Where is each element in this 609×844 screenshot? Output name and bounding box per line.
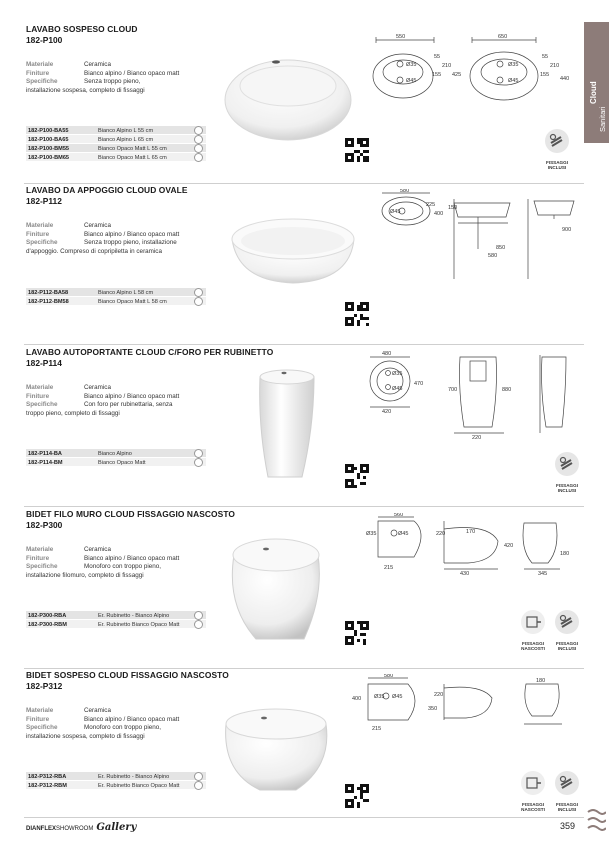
svg-text:150: 150 — [448, 205, 458, 211]
section-title: LAVABO DA APPOGGIO CLOUD OVALE — [26, 185, 188, 195]
qr-code-icon[interactable] — [345, 784, 369, 808]
fixings-included-icon — [554, 451, 580, 477]
table-row: 182-P112-BA58 Bianco Alpino L 58 cm — [26, 288, 206, 297]
side-tab-brand: Cloud — [589, 81, 598, 104]
svg-text:Ø45: Ø45 — [392, 386, 403, 392]
select-radio[interactable] — [194, 288, 203, 297]
code-table — [26, 288, 206, 306]
svg-text:580: 580 — [400, 189, 410, 194]
footer-brand-name: DIANFLEX — [26, 826, 56, 832]
table-row: 182-P100-BM55 Bianco Opaco Matt L 55 cm — [26, 144, 206, 153]
select-radio[interactable] — [194, 772, 203, 781]
technical-drawing — [378, 189, 584, 285]
select-radio[interactable] — [194, 135, 203, 144]
svg-text:215: 215 — [384, 565, 394, 571]
svg-text:220: 220 — [436, 531, 446, 537]
select-radio[interactable] — [194, 449, 203, 458]
table-row: 182-P100-BM65 Bianco Opaco Matt L 65 cm — [26, 153, 206, 162]
spec-block — [26, 61, 216, 95]
dim-label: 210 — [442, 63, 452, 69]
svg-text:480: 480 — [382, 351, 392, 357]
dim-label: Ø35 — [406, 62, 417, 68]
svg-text:Ø35: Ø35 — [392, 371, 403, 377]
section-title: BIDET SOSPESO CLOUD FISSAGGIO NASCOSTO — [26, 670, 229, 680]
table-row: 182-P312-RBA Er. Rubinetto - Bianco Alpino — [26, 772, 206, 781]
qr-code-icon[interactable] — [345, 621, 369, 645]
product-section-p114 — [0, 347, 584, 507]
technical-drawing — [368, 34, 580, 114]
product-section-p100 — [0, 24, 584, 184]
svg-text:170: 170 — [466, 529, 476, 535]
dim-label: Ø45 — [508, 78, 519, 84]
svg-text:Ø35: Ø35 — [366, 531, 377, 537]
badge-fixings: FISSAGGI INCLUSI — [552, 451, 582, 493]
footer-gallery-logo: Gallery — [96, 822, 137, 833]
select-radio[interactable] — [194, 458, 203, 467]
label-specs: Specifiche — [26, 78, 58, 86]
code-table — [26, 449, 206, 467]
dim-label: 425 — [452, 72, 462, 78]
svg-text:420: 420 — [504, 543, 514, 549]
table-row: 182-P112-BM58 Bianco Opaco Matt L 58 cm — [26, 297, 206, 306]
badge-fixings: FISSAGGI INCLUSI — [552, 609, 582, 651]
svg-text:430: 430 — [460, 571, 470, 577]
dim-label: 55 — [542, 54, 549, 60]
product-image-wall-basin — [222, 56, 354, 146]
dim-label: 210 — [550, 63, 560, 69]
svg-text:400: 400 — [352, 696, 362, 702]
page-number: 359 — [560, 821, 576, 831]
table-row: 182-P300-RBA Er. Rubinetto - Bianco Alpino — [26, 611, 206, 620]
waves-decoration-icon — [586, 806, 606, 840]
svg-text:850: 850 — [496, 245, 506, 251]
table-row: 182-P300-RBM Er. Rubinetto Bianco Opaco Matt — [26, 620, 206, 629]
spec-block: Materiale Ceramica Finiture Bianco alpino / Bianco opaco matt Specifiche Monoforo con troppo pieno, installazione sospesa, completo di fissaggi — [26, 707, 180, 740]
svg-text:220: 220 — [434, 692, 444, 698]
svg-text:900: 900 — [562, 227, 572, 233]
fixings-included-icon — [544, 128, 570, 154]
section-code: 182-P112 — [26, 196, 62, 206]
product-image-floor-bidet — [226, 535, 326, 643]
section-code: 182-P312 — [26, 681, 63, 691]
product-image-freestanding-basin — [256, 367, 318, 481]
select-radio[interactable] — [194, 126, 203, 135]
dim-label: Ø45 — [406, 78, 417, 84]
dim-label: Ø35 — [508, 62, 519, 68]
section-code: 182-P300 — [26, 520, 63, 530]
qr-code-icon[interactable] — [345, 138, 369, 162]
dim-label: 650 — [498, 34, 508, 40]
svg-text:215: 215 — [372, 726, 382, 732]
code-table — [26, 126, 206, 162]
svg-text:180: 180 — [536, 678, 546, 684]
table-row: 182-P114-BA Bianco Alpino — [26, 449, 206, 458]
svg-text:350: 350 — [428, 706, 438, 712]
product-section-p112 — [0, 185, 584, 345]
svg-text:560: 560 — [394, 513, 404, 518]
svg-text:470: 470 — [414, 381, 424, 387]
side-tab-category: Sanitari — [598, 106, 607, 132]
code-table — [26, 772, 206, 790]
svg-text:Ø45: Ø45 — [392, 694, 403, 700]
product-section-p312 — [0, 670, 584, 818]
fixings-included-icon — [554, 609, 580, 635]
code-table — [26, 611, 206, 629]
qr-code-icon[interactable] — [345, 302, 369, 326]
value-specs-cont: installazione sospesa, completo di fissaggi — [26, 86, 145, 94]
footer-showroom: SHOWROOM — [56, 826, 94, 832]
section-code: 182-P114 — [26, 358, 62, 368]
table-row: 182-P114-BM Bianco Opaco Matt — [26, 458, 206, 467]
select-radio[interactable] — [194, 297, 203, 306]
value-specs: Senza troppo pieno, — [84, 78, 141, 86]
spec-block: Materiale Ceramica Finiture Bianco alpino / Bianco opaco matt Specifiche Con foro per rubinettaria, senza troppo pieno, completo di fissaggi — [26, 384, 180, 417]
select-radio[interactable] — [194, 611, 203, 620]
label-material: Materiale — [26, 61, 54, 68]
section-code: 182-P100 — [26, 35, 63, 45]
section-title: LAVABO AUTOPORTANTE CLOUD C/FORO PER RUBINETTO — [26, 347, 274, 357]
svg-text:Ø45: Ø45 — [390, 209, 401, 215]
value-material: Ceramica — [84, 61, 111, 68]
svg-text:400: 400 — [434, 211, 444, 217]
badge-fixings: FISSAGGI INCLUSI — [542, 128, 572, 170]
category-side-tab — [584, 22, 609, 143]
badge-fixings: FISSAGGI INCLUSI — [552, 770, 582, 812]
svg-text:225: 225 — [426, 202, 436, 208]
svg-text:345: 345 — [538, 571, 548, 577]
select-radio[interactable] — [194, 620, 203, 629]
dim-label: 440 — [560, 76, 570, 82]
table-row: 182-P312-RBM Er. Rubinetto Bianco Opaco Matt — [26, 781, 206, 790]
hidden-fixings-icon — [520, 770, 546, 796]
svg-text:580: 580 — [384, 674, 394, 679]
select-radio[interactable] — [194, 781, 203, 790]
product-image-countertop-basin — [228, 211, 358, 285]
label-finish: Finiture — [26, 69, 50, 77]
dim-label: 550 — [396, 34, 406, 40]
technical-drawing — [348, 513, 584, 577]
value-finish: Bianco alpino / Bianco opaco matt — [84, 69, 180, 77]
spec-block: Materiale Ceramica Finiture Bianco alpino / Bianco opaco matt Specifiche Monoforo con troppo pieno, installazione filomuro, completo di fissaggi — [26, 546, 180, 579]
badge-hidden-fixings: FISSAGGI NASCOSTI — [518, 770, 548, 812]
qr-code-icon[interactable] — [345, 464, 369, 488]
svg-text:220: 220 — [472, 435, 482, 441]
select-radio[interactable] — [194, 144, 203, 153]
product-section-p300 — [0, 509, 584, 669]
svg-text:Ø45: Ø45 — [398, 531, 409, 537]
select-radio[interactable] — [194, 153, 203, 162]
fixings-included-icon — [554, 770, 580, 796]
technical-drawing — [348, 674, 584, 740]
section-title: BIDET FILO MURO CLOUD FISSAGGIO NASCOSTO — [26, 509, 236, 519]
hidden-fixings-icon — [520, 609, 546, 635]
dim-label: 155 — [432, 72, 442, 78]
technical-drawing — [364, 351, 584, 443]
product-image-wall-bidet — [220, 706, 332, 792]
dim-label: 155 — [540, 72, 550, 78]
badge-hidden-fixings: FISSAGGI NASCOSTI — [518, 609, 548, 651]
table-row: 182-P100-BA65 Bianco Alpino L 65 cm — [26, 135, 206, 144]
footer-brand — [26, 822, 136, 833]
svg-text:420: 420 — [382, 409, 392, 415]
svg-text:880: 880 — [502, 387, 512, 393]
svg-text:Ø35: Ø35 — [374, 694, 385, 700]
spec-block: Materiale Ceramica Finiture Bianco alpino / Bianco opaco matt Specifiche Senza troppo pieno, installazione d'appoggio. Compreso di copripiletta in ceramica — [26, 222, 180, 255]
table-row: 182-P100-BA55 Bianco Alpino L 55 cm — [26, 126, 206, 135]
svg-text:580: 580 — [488, 253, 498, 259]
section-title: LAVABO SOSPESO CLOUD — [26, 24, 138, 34]
svg-text:700: 700 — [448, 387, 458, 393]
dim-label: 55 — [434, 54, 441, 60]
svg-text:180: 180 — [560, 551, 570, 557]
